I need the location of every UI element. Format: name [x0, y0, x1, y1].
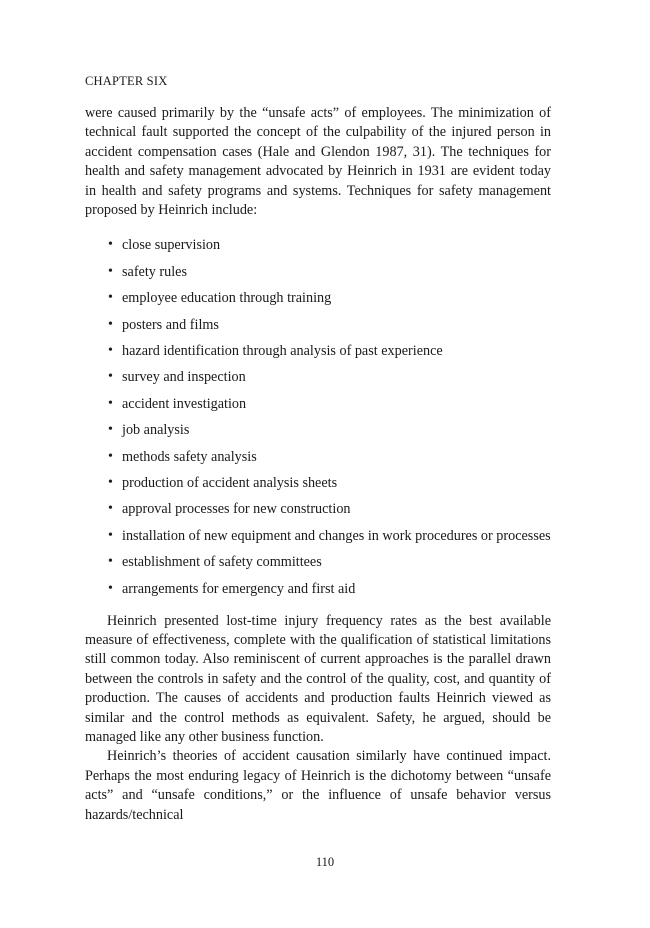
body-paragraph-3: Heinrich’s theories of accident causation similarly have continued impact. Perhaps the most enduring legacy of Heinrich is the dichotomy between “unsafe acts” and “unsafe conditions,” or the influence of unsafe behavior versus hazards/technical [85, 748, 551, 823]
body-paragraph-2: Heinrich presented lost-time injury frequency rates as the best available measure of effectiveness, complete with the qualification of statistical limitations still common today. Also reminiscent of current approaches is the parallel drawn between the controls in safety and the control of the quality, cost, and quantity of production. The causes of accidents and production faults Heinrich viewed as similar and the control methods as equivalent. Safety, he argued, should be managed like any other business function. [85, 612, 551, 745]
list-item-text: methods safety analysis [122, 448, 257, 465]
list-item [109, 342, 551, 360]
list-item [109, 316, 551, 334]
bullet-icon: • [108, 316, 113, 332]
list-item-text: close supervision [122, 237, 221, 254]
bullet-icon: • [108, 369, 113, 385]
list-item [109, 236, 551, 254]
list-item [109, 263, 551, 281]
page-body [85, 72, 551, 825]
list-item-text: job analysis [122, 422, 190, 439]
list-item-text: survey and inspection [122, 369, 246, 386]
bullet-icon: • [108, 263, 113, 279]
list-item [109, 553, 551, 571]
list-item [109, 421, 551, 439]
bullet-icon: • [108, 474, 113, 490]
bullet-icon: • [108, 343, 113, 358]
list-item-text: production of accident analysis sheets [122, 474, 338, 491]
list-item-text: arrangements for emergency and first aid [122, 580, 356, 597]
list-item [109, 448, 551, 466]
running-head: CHAPTER SIX [85, 74, 168, 88]
bullet-icon: • [108, 527, 113, 543]
list-item [109, 527, 551, 545]
list-item-text: approval processes for new construction [122, 501, 351, 518]
bullet-icon: • [108, 422, 113, 438]
list-item [109, 395, 551, 413]
list-item-text: hazard identification through analysis of past experience [122, 343, 443, 359]
list-item [109, 368, 551, 386]
bullet-icon: • [108, 501, 113, 517]
bullet-icon: • [108, 448, 113, 464]
opening-paragraph: were caused primarily by the “unsafe acts” of employees. The minimization of technical fault supported the concept of the culpability of the injured person in accident compensation cases (Hale and Glendon 1987, 31). The techniques for health and safety management advocated by Heinrich in 1931 are evident today in health and safety programs and systems. Techniques for safety management proposed by Heinrich include: [85, 105, 551, 219]
bullet-icon: • [108, 290, 113, 306]
techniques-list [85, 236, 551, 597]
bullet-icon: • [108, 237, 113, 253]
bullet-icon: • [108, 395, 113, 411]
list-item-text: employee education through training [122, 290, 332, 307]
list-item-text: installation of new equipment and changes in work procedures or processes [122, 527, 551, 544]
bullet-icon: • [108, 580, 113, 596]
list-item [109, 474, 551, 492]
list-item [109, 289, 551, 307]
list-item-text: establishment of safety committees [122, 554, 322, 571]
list-item-text: accident investigation [122, 395, 247, 412]
list-item [109, 500, 551, 518]
page-number: 110 [315, 855, 335, 869]
list-item-text: posters and films [122, 316, 219, 333]
bullet-icon: • [108, 554, 113, 570]
list-item [109, 580, 551, 598]
list-item-text: safety rules [122, 263, 188, 280]
